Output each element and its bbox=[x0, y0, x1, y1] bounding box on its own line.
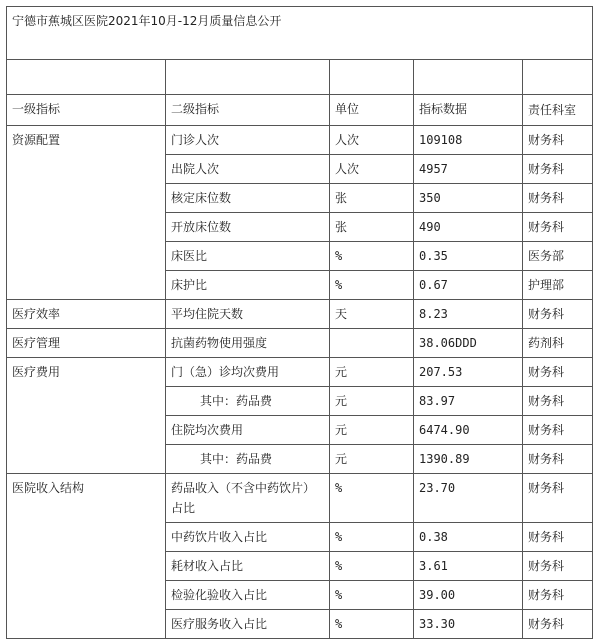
quality-info-table bbox=[6, 6, 593, 639]
dept-cell: 财务科 bbox=[523, 358, 593, 387]
header-dept: 责任科室 bbox=[523, 95, 593, 126]
header-unit: 单位 bbox=[330, 95, 414, 126]
table-row bbox=[7, 358, 593, 387]
unit-cell: % bbox=[330, 271, 414, 300]
value-cell: 1390.89 bbox=[414, 445, 523, 474]
value-cell: 6474.90 bbox=[414, 416, 523, 445]
level2-cell: 抗菌药物使用强度 bbox=[166, 329, 330, 358]
blank-cell bbox=[166, 60, 330, 95]
level2-cell: 床医比 bbox=[166, 242, 330, 271]
value-cell: 109108 bbox=[414, 126, 523, 155]
page-title: 宁德市蕉城区医院2021年10月-12月质量信息公开 bbox=[7, 7, 593, 60]
header-row bbox=[7, 95, 593, 126]
unit-cell: 元 bbox=[330, 445, 414, 474]
dept-cell: 财务科 bbox=[523, 445, 593, 474]
level2-cell: 床护比 bbox=[166, 271, 330, 300]
dept-cell: 财务科 bbox=[523, 213, 593, 242]
value-cell: 490 bbox=[414, 213, 523, 242]
value-cell: 0.35 bbox=[414, 242, 523, 271]
dept-cell: 财务科 bbox=[523, 126, 593, 155]
header-level2: 二级指标 bbox=[166, 95, 330, 126]
value-cell: 39.00 bbox=[414, 581, 523, 610]
unit-cell: 人次 bbox=[330, 155, 414, 184]
unit-cell bbox=[330, 329, 414, 358]
unit-cell: 元 bbox=[330, 416, 414, 445]
dept-cell: 财务科 bbox=[523, 552, 593, 581]
value-cell: 0.38 bbox=[414, 523, 523, 552]
unit-cell: 元 bbox=[330, 387, 414, 416]
table-row bbox=[7, 474, 593, 523]
unit-cell: 张 bbox=[330, 213, 414, 242]
level2-cell: 检验化验收入占比 bbox=[166, 581, 330, 610]
level2-cell: 医疗服务收入占比 bbox=[166, 610, 330, 639]
dept-cell: 财务科 bbox=[523, 184, 593, 213]
dept-cell: 财务科 bbox=[523, 581, 593, 610]
dept-cell: 医务部 bbox=[523, 242, 593, 271]
value-cell: 207.53 bbox=[414, 358, 523, 387]
level2-cell: 药品收入（不含中药饮片）占比 bbox=[166, 474, 330, 523]
value-cell: 350 bbox=[414, 184, 523, 213]
level1-cell: 医疗效率 bbox=[7, 300, 166, 329]
level2-cell: 住院均次费用 bbox=[166, 416, 330, 445]
dept-cell: 财务科 bbox=[523, 474, 593, 523]
unit-cell: 元 bbox=[330, 358, 414, 387]
dept-cell: 药剂科 bbox=[523, 329, 593, 358]
level1-cell: 医院收入结构 bbox=[7, 474, 166, 639]
blank-cell bbox=[330, 60, 414, 95]
unit-cell: % bbox=[330, 610, 414, 639]
level2-cell: 平均住院天数 bbox=[166, 300, 330, 329]
table-row bbox=[7, 126, 593, 155]
unit-cell: 天 bbox=[330, 300, 414, 329]
blank-cell bbox=[414, 60, 523, 95]
table-body bbox=[7, 7, 593, 639]
value-cell: 0.67 bbox=[414, 271, 523, 300]
title-row bbox=[7, 7, 593, 60]
dept-cell: 财务科 bbox=[523, 155, 593, 184]
value-cell: 38.06DDD bbox=[414, 329, 523, 358]
level2-cell: 中药饮片收入占比 bbox=[166, 523, 330, 552]
blank-cell bbox=[7, 60, 166, 95]
dept-cell: 财务科 bbox=[523, 387, 593, 416]
level2-cell: 耗材收入占比 bbox=[166, 552, 330, 581]
value-cell: 23.70 bbox=[414, 474, 523, 523]
unit-cell: % bbox=[330, 242, 414, 271]
dept-cell: 财务科 bbox=[523, 300, 593, 329]
level1-cell: 医疗管理 bbox=[7, 329, 166, 358]
table-row bbox=[7, 329, 593, 358]
value-cell: 4957 bbox=[414, 155, 523, 184]
unit-cell: 张 bbox=[330, 184, 414, 213]
level2-cell: 出院人次 bbox=[166, 155, 330, 184]
dept-cell: 护理部 bbox=[523, 271, 593, 300]
header-level1: 一级指标 bbox=[7, 95, 166, 126]
value-cell: 8.23 bbox=[414, 300, 523, 329]
unit-cell: % bbox=[330, 474, 414, 523]
level2-cell: 其中：药品费 bbox=[166, 445, 330, 474]
dept-cell: 财务科 bbox=[523, 523, 593, 552]
dept-cell: 财务科 bbox=[523, 416, 593, 445]
level2-cell: 开放床位数 bbox=[166, 213, 330, 242]
dept-cell: 财务科 bbox=[523, 610, 593, 639]
level2-cell: 门（急）诊均次费用 bbox=[166, 358, 330, 387]
value-cell: 33.30 bbox=[414, 610, 523, 639]
value-cell: 3.61 bbox=[414, 552, 523, 581]
unit-cell: % bbox=[330, 523, 414, 552]
level2-cell: 核定床位数 bbox=[166, 184, 330, 213]
unit-cell: % bbox=[330, 581, 414, 610]
level1-cell: 医疗费用 bbox=[7, 358, 166, 474]
table-row bbox=[7, 300, 593, 329]
level1-cell: 资源配置 bbox=[7, 126, 166, 300]
value-cell: 83.97 bbox=[414, 387, 523, 416]
header-value: 指标数据 bbox=[414, 95, 523, 126]
level2-cell: 门诊人次 bbox=[166, 126, 330, 155]
blank-row bbox=[7, 60, 593, 95]
blank-cell bbox=[523, 60, 593, 95]
unit-cell: 人次 bbox=[330, 126, 414, 155]
level2-cell: 其中：药品费 bbox=[166, 387, 330, 416]
unit-cell: % bbox=[330, 552, 414, 581]
